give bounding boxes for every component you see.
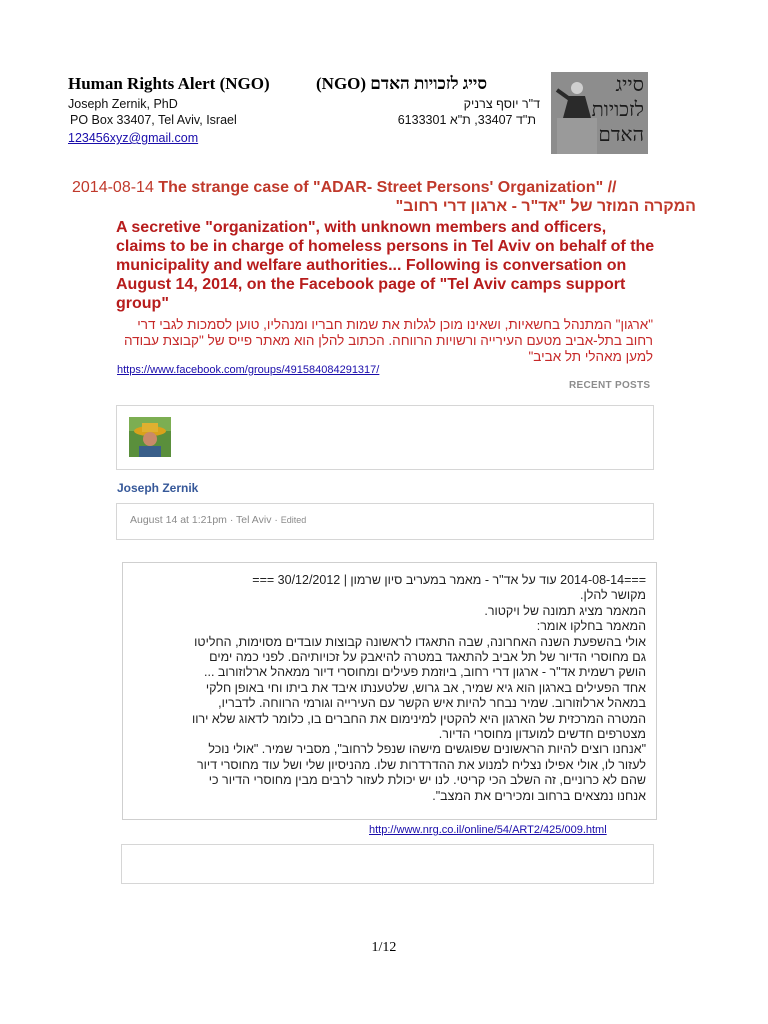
quote-line: המטרה המרכזית של הארגון היא להקטין למינימום את החברים בו, כלומר לדאוג שלא ירוו xyxy=(191,711,646,726)
quote-line: ===2014-08-14 עוד על אד"ר - מאמר במעריב סיון שרמון | 30/12/2012 === xyxy=(252,573,646,587)
quote-line: מקושר להלן. xyxy=(580,588,646,603)
quote-line: גם מחוסרי הדיור של תל אביב להתאגד במטרה להיאבק על זכויותיהם. לפני כמה ימים xyxy=(209,650,646,665)
quote-line: המאמר מציג תמונה של ויקטור. xyxy=(484,603,646,618)
page-number: 1/12 xyxy=(371,940,397,955)
comment-box[interactable] xyxy=(121,844,654,884)
quote-line: שהם לא כרוניים, זה השלב הכי קריטי. לנו יש יכולת לעזור לרבים מבין מחוסרי הדיור כי xyxy=(208,773,646,788)
post-quote-text xyxy=(133,573,646,804)
quote-line: המאמר בחלקו אומר: xyxy=(536,619,646,634)
address-en: PO Box 33407, Tel Aviv, Israel xyxy=(70,113,237,127)
quote-line: הושק רשמית אד"ר - ארגון דרי רחוב, ביוזמת פעילים ומחוסרי דיור ממאהל ארלוזורוב ... xyxy=(204,665,646,680)
quote-line: אולי בהשפעת השנה האחרונה, שבה התאגדו לראשונה קבוצות עובדים מסוימות, החליטו xyxy=(194,634,646,649)
recent-posts-label: RECENT POSTS xyxy=(569,380,651,391)
facebook-group-link[interactable]: https://www.facebook.com/groups/491584084291317/ xyxy=(117,364,380,376)
article-subtitle-he: "ארגון" המתנהל בחשאיות, ושאינו מוכן לגלות את שמות חבריו ומנהליו, טוען לסמכות לגבי דרי רחוב בתל-אביב מטעם העירייה ורשויות הרווחה. הכתוב להלן הוא מאתר פייס של "קבוצת עבודה למען מאהלי תל אביב" xyxy=(123,317,653,364)
org-logo xyxy=(551,72,648,154)
article-title-he: המקרה המוזר של "אד"ר - ארגון דרי רחוב" xyxy=(395,198,696,215)
article-date: 2014-08-14 xyxy=(72,179,154,196)
person-name-en: Joseph Zernik, PhD xyxy=(68,97,178,111)
post-meta xyxy=(130,514,306,526)
nrg-article-link[interactable]: http://www.nrg.co.il/online/54/ART2/425/009.html xyxy=(369,824,607,836)
quote-line: במאהל ארלוזורוב. שמיר נבחר להיות איש הקשר עם העירייה וגורמי הרווחה. לדבריו, xyxy=(218,696,646,711)
logo-line-3: האדם xyxy=(598,124,644,146)
quote-line: "אנחנו רוצים להיות הראשונים שפוגשים מישהו שנפל לרחוב", מסביר שמיר. "אולי נוכל xyxy=(208,742,646,757)
post-header-box xyxy=(116,405,654,470)
quote-line: אנחנו נמצאים ברחוב ומכירים את המצב". xyxy=(432,788,646,803)
quote-line: אחד הפעילים בארגון הוא גיא שמיר, אב גרוש, שלטענתו איבד את ביתו וחי באופן חלקי xyxy=(205,680,646,695)
logo-line-1: סייג xyxy=(615,74,644,96)
quote-line: מצטרפים חדשים למועדון מחוסרי הדיור. xyxy=(438,727,646,742)
person-name-he: ד"ר יוסף צרניק xyxy=(463,97,540,111)
org-name-en: Human Rights Alert (NGO) xyxy=(68,74,270,93)
address-he: ת"ד 33407, ת"א 6133301 xyxy=(397,113,536,127)
post-meta-text: August 14 at 1:21pm · Tel Aviv · xyxy=(130,514,281,526)
post-quote-box xyxy=(122,562,657,820)
org-name-he: (NGO) סייג לזכויות האדם xyxy=(316,74,487,93)
article-subtitle-en: A secretive "organization", with unknown members and officers, claims to be in charge of homeless persons in Tel Aviv on behalf of the municipality and welfare authorities... Following is conversation on August 14, 2014, on the Facebook page of "Tel Aviv camps support group" xyxy=(116,219,655,312)
author-avatar[interactable] xyxy=(129,417,171,457)
post-author[interactable]: Joseph Zernik xyxy=(117,481,199,495)
email-link[interactable]: 123456xyz@gmail.com xyxy=(68,131,199,145)
quote-line: לעזור לו, אולי אפילו נצליח למנוע את ההדרדרות שלו. מהניסיון שלי ושל עוד מחוסרי דיור xyxy=(196,757,646,772)
post-edited[interactable]: Edited xyxy=(280,515,307,525)
article-title xyxy=(72,179,616,197)
logo-line-2: לזכויות xyxy=(591,99,644,121)
article-title-en: The strange case of "ADAR- Street Persons' Organization" // xyxy=(158,179,617,196)
